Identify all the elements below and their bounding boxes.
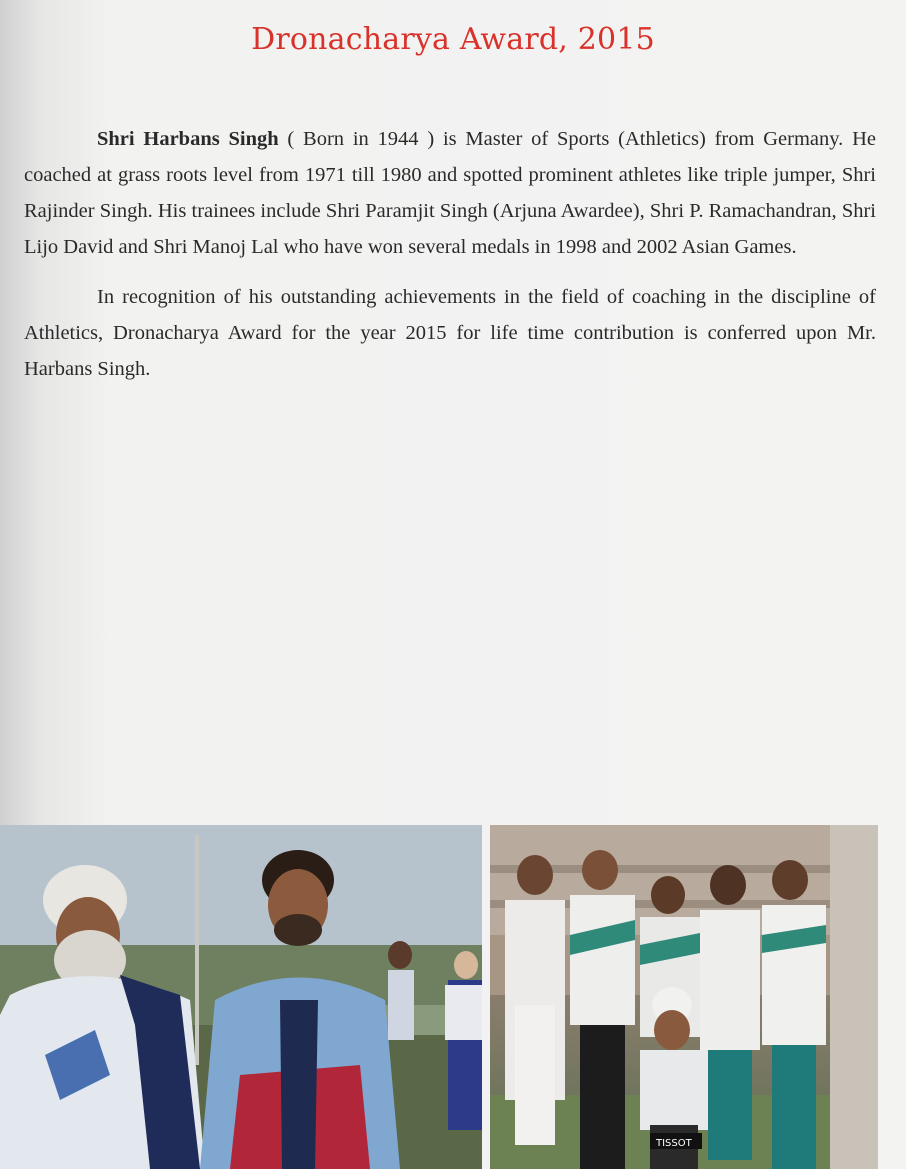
page-title: Dronacharya Award, 2015 [251,22,655,57]
photo-coach-with-athlete [0,825,482,1169]
paragraph-biography [24,121,876,265]
photo-coach-with-athlete-drawing [0,825,482,1169]
photo-team-group [490,825,878,1169]
coach-name: Shri Harbans Singh [97,128,279,150]
photo-team-group-drawing [490,825,878,1169]
paragraph-recognition: In recognition of his outstanding achievements in the field of coaching in the discipline of Athletics, Dronacharya Award for the year 2015 for life time contribution is conferred upon Mr. Harbans Singh. [24,286,876,380]
article-body [24,121,876,387]
tissot-sign: TISSOT [656,1138,692,1149]
biography-text: ( Born in 1944 ) is Master of Sports (Athletics) from Germany. He coached at grass roots level from 1971 till 1980 and spotted prominent athletes like triple jumper, Shri Rajinder Singh. His trainees include Shri Paramjit Singh (Arjuna Awardee), Shri P. Ramachandran, Shri Lijo David and Shri Manoj Lal who have won several medals in 1998 and 2002 Asian Games. [24,128,876,258]
